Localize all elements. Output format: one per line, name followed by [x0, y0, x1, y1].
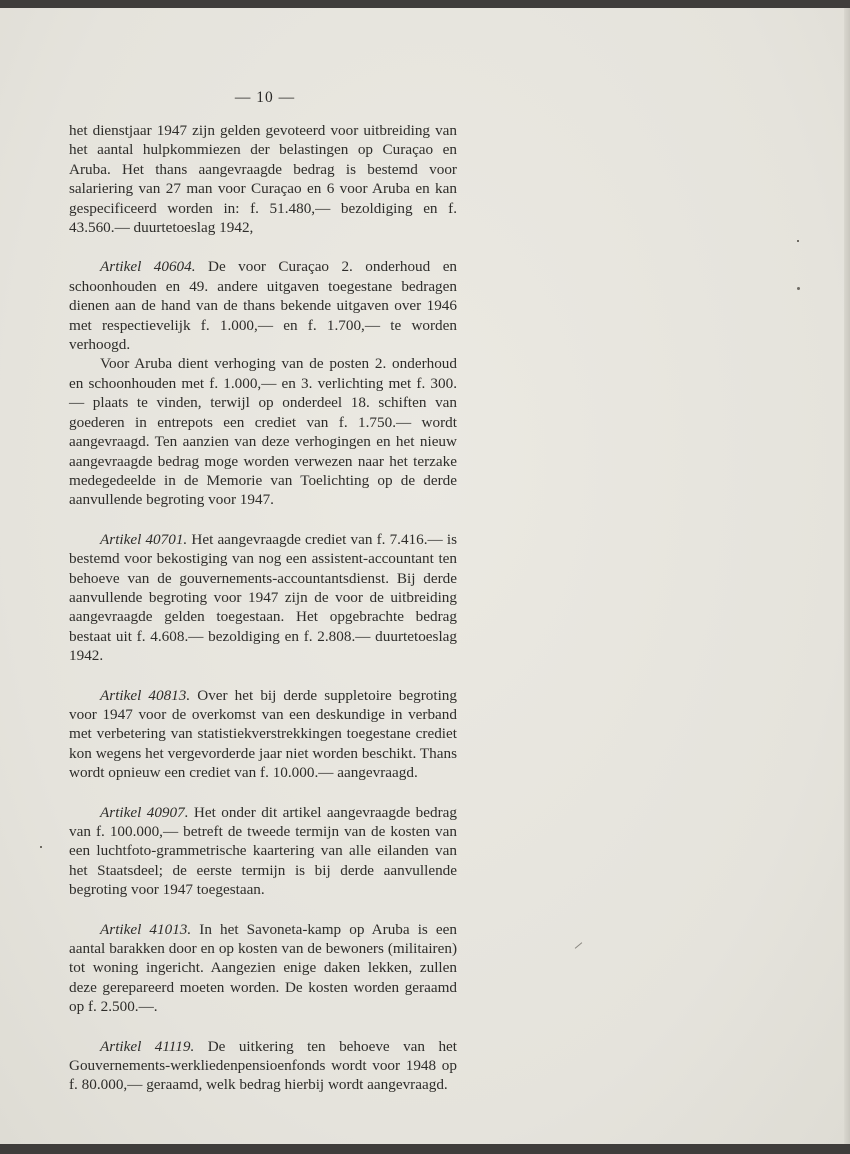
- paragraph-article-40813: Artikel 40813. Over het bij derde suppletoire begroting voor 1947 voor de overkomst van een deskundige in verband met verbetering van statistiekverstrekkingen toegestane crediet kon wegens het vergevorderde jaar niet worden beschikt. Thans wordt opnieuw een crediet van f. 10.000.— aangevraagd.: [69, 686, 457, 782]
- article-number: Artikel 41013.: [100, 920, 192, 938]
- paragraph-continuation: het dienstjaar 1947 zijn gelden gevoteerd voor uitbreiding van het aantal hulpkommiezen der belastingen op Curaçao en Aruba. Het thans aangevraagde bedrag is bestemd voor salariering van 27 man voor Curaçao en 6 voor Aruba en kan gespecificeerd worden in: f. 51.480,— bezoldiging en f. 43.560.— duurtetoeslag 1942,: [69, 122, 457, 237]
- article-number: Artikel 40907.: [100, 803, 189, 821]
- scan-speck: [40, 846, 42, 848]
- paragraph-article-40907: Artikel 40907. Het onder dit artikel aangevraagde bedrag van f. 100.000,— betreft de tweede termijn van de kosten van een luchtfoto-grammetrische kaartering van alle eilanden van het Staatsdeel; de eerste termijn is bij derde aanvullende begroting voor 1947 toegestaan.: [69, 803, 458, 899]
- page-edge: [844, 8, 850, 1144]
- page-number: — 10 —: [234, 89, 296, 106]
- article-number: Artikel 41119.: [100, 1037, 195, 1055]
- scan-speck: [797, 287, 800, 290]
- article-number: Artikel 40604.: [100, 258, 196, 276]
- paragraph-article-41119: Artikel 41119. De uitkering ten behoeve van het Gouvernements-werkliedenpensioenfonds wordt voor 1948 op f. 80.000,— geraamd, welk bedrag hierbij wordt aangevraagd.: [69, 1037, 457, 1094]
- scan-speck: [797, 240, 799, 242]
- paragraph-aruba: Voor Aruba dient verhoging van de posten 2. onderhoud en schoonhouden met f. 1.000,— en 3. verlichting met f. 300.— plaats te vinden, terwijl op onderdeel 18. schiften van goederen in entrepots een crediet van f. 1.750.— wordt aangevraagd. Ten aanzien van deze verhogingen en het nieuw aangevraagde bedrag moge worden verwezen naar het terzake medegedeelde in de Memorie van Toelichting op de derde aanvullende begroting voor 1947.: [69, 355, 457, 509]
- article-number: Artikel 40813.: [100, 686, 191, 704]
- text-column: [69, 121, 457, 1095]
- paragraph-article-40604: Artikel 40604. De voor Curaçao 2. onderhoud en schoonhouden en 49. andere uitgaven toegestane bedragen dienen aan de hand van de thans bekende uitgaven over 1946 met respectievelijk f. 1.000,— en f. 1.700,— te worden verhoogd.: [69, 258, 458, 354]
- paragraph-article-40701: Artikel 40701. Het aangevraagde crediet van f. 7.416.— is bestemd voor bekostiging van nog een assistent-accountant ten behoeve van de gouvernements-accountantsdienst. Bij derde aanvullende begroting voor 1947 zijn de voor de uitbreiding aangevraagde gelden toegestaan. Het opgebrachte bedrag bestaat uit f. 4.608.— bezoldiging en f. 2.808.— duurtetoeslag 1942.: [69, 530, 457, 665]
- paragraph-article-41013: Artikel 41013. In het Savoneta-kamp op Aruba is een aantal barakken door en op kosten van de bewoners (militairen) tot woning ingericht. Aangezien enige daken lekken, zullen deze gerepareerd moeten worden. De kosten worden geraamd op f. 2.500.—.: [69, 920, 458, 1016]
- article-number: Artikel 40701.: [100, 530, 188, 548]
